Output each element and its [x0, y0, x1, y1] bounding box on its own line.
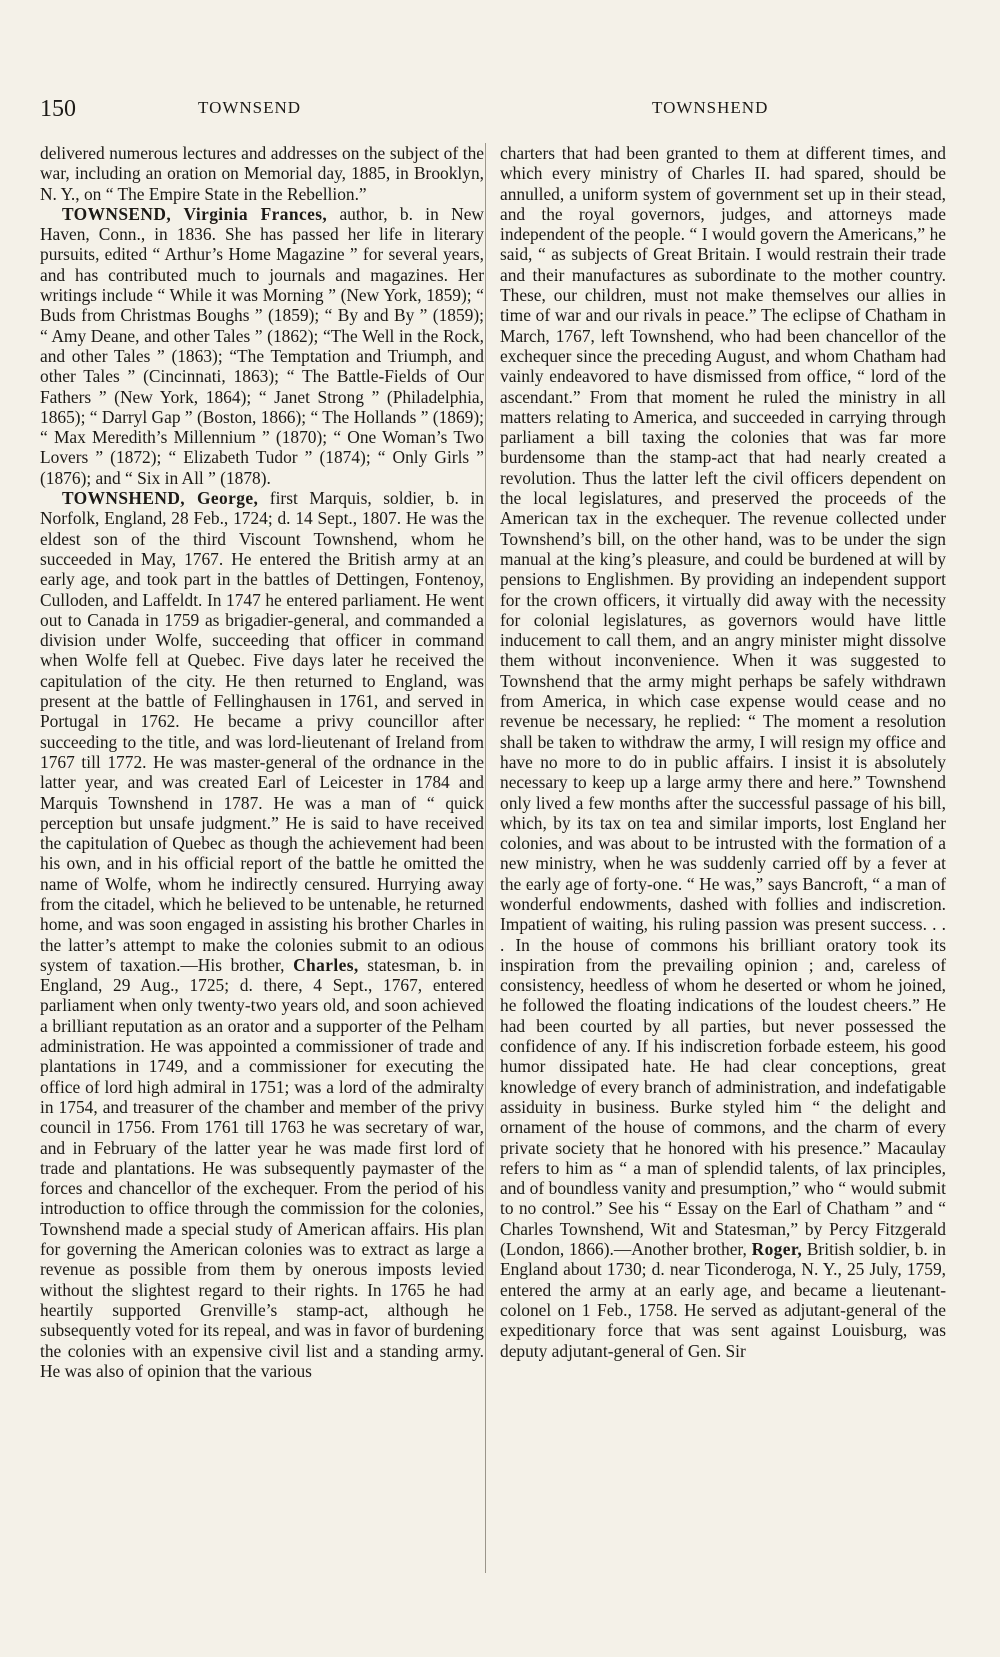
sub-entry-headword: Roger,: [751, 1239, 803, 1260]
left-column: [40, 143, 484, 1381]
running-head-right: TOWNSHEND: [652, 98, 769, 117]
entry-townsend-virginia: [40, 204, 484, 488]
entry-headword: TOWNSEND, Virginia Frances,: [62, 203, 328, 224]
entry-body: author, b. in New Haven, Conn., in 1836. She has passed her life in literary pursuits, edited “ Arthur’s Home Magazine ” for several years, and has contributed much to journals and magazines. Her writings include “ While it was Morning ” (New York, 1859); “ Buds from Christmas Boughs ” (1859); “ By and By ” (1859); “ Amy Deane, and other Tales ” (1862); “The Well in the Rock, and other Tales ” (1863); “The Temptation and Triumph, and other Tales ” (Cincinnati, 1863); “ The Battle-Fields of Our Fathers ” (New York, 1864); “ Janet Strong ” (Philadelphia, 1865); “ Darryl Gap ” (Boston, 1866); “ The Hollands ” (1869); “ Max Meredith’s Millennium ” (1870); “ One Woman’s Two Lovers ” (1872); “ Elizabeth Tudor ” (1874); “ Only Girls ” (1876); and “ Six in All ” (1878).: [40, 203, 485, 488]
entry-body: first Marquis, soldier, b. in Norfolk, England, 28 Feb., 1724; d. 14 Sept., 1807. He was the eldest son of the third Viscount Townshend, whom he succeeded in May, 1767. He entered the British army at an early age, and took part in the battles of Dettingen, Fontenoy, Culloden, and Laffeldt. In 1747 he entered parliament. He went out to Canada in 1759 as brigadier-general, and commanded a division under Wolfe, succeeding that officer in command when Wolfe fell at Quebec. Five days later he received the capitulation of the city. He then returned to England, was present at the battle of Fellinghausen in 1761, and served in Portugal in 1762. He became a privy councillor after succeeding to the title, and was lord-lieutenant of Ireland from 1767 till 1772. He was master-general of the ordnance in the latter year, and was created Earl of Leicester in 1784 and Marquis Townshend in 1787. He was a man of “ quick perception but unsafe judgment.” He is said to have received the capitulation of Quebec as though the achievement had been his own, and in his official report of the battle he omitted the name of Wolfe, whom he indirectly censured. Hurrying away from the citadel, which he believed to be untenable, he returned home, and was soon engaged in assisting his brother Charles in the latter’s attempt to make the colonies submit to an odious system of taxation.—His brother,: [40, 488, 484, 975]
entry-body: charters that had been granted to them at different times, and which every ministry of Charles II. had spared, should be annulled, a uniform system of government set up in their stead, and the royal governors, judges, and attorneys made independent of the people. “ I would govern the Americans,” he said, “ as subjects of Great Britain. I would restrain their trade and their manufactures as subordinate to the mother country. These, our children, must not make themselves our allies in time of war and our rivals in peace.” The eclipse of Chatham in March, 1767, left Townshend, who had been chancellor of the exchequer since the preceding August, and whom Chatham had vainly endeavored to have dismissed from office, “ lord of the ascendant.” From that moment he ruled the ministry in all matters relating to America, and succeeded in carrying through parliament a bill taxing the colonies that was far more burdensome than the stamp-act that had nearly created a revolution. Thus the latter left the civil officers dependent on the local legislatures, and preserved the proceeds of the American tax in the exchequer. The revenue collected under Townshend’s bill, on the other hand, was to be under the sign manual at the king’s pleasure, and could be burdened at will by pensions to Englishmen. By providing an independent support for the crown officers, it virtually did away with the necessity for colonial legislatures, as governors would have little inducement to call them, and an angry minister might dissolve them without inconvenience. When it was suggested to Townshend that the army might perhaps be safely withdrawn from America, in which case expense would cease and no revenue be necessary, he replied: “ The moment a resolution shall be taken to withdraw the army, I will resign my office and have no more to do in public affairs. I insist it is absolutely necessary to keep up a large army there and here.” Townshend only lived a few months after the successful passage of his bill, which, by its tax on tea and similar imports, lost England her colonies, and was about to be intrusted with the formation of a new ministry, when he was suddenly carried off by a fever at the early age of forty-one. “ He was,” says Bancroft, “ a man of wonderful endowments, dashed with follies and indiscretion. Impatient of waiting, his ruling passion was present success. . . . In the house of commons his brilliant oratory took its inspiration from the prevailing opinion ; and, careless of consistency, heedless of whom he deserted or whom he joined, he followed the floating indications of the loudest cheers.” He had been courted by all parties, but never possessed the confidence of any. If his indiscretion forbade esteem, his good humor dissipated hate. He had clear conceptions, great knowledge of every branch of administration, and indefatigable assiduity in business. Burke styled him “ the delight and ornament of the house of commons, and the charm of every private society that he honored with his presence.” Macaulay refers to him as “ a man of splendid talents, of lax principles, and of boundless vanity and presumption,” who “ would submit to no control.” See his “ Essay on the Earl of Chatham ” and “ Charles Townshend, Wit and Statesman,” by Percy Fitzgerald (London, 1866).—Another brother,: [500, 143, 946, 1260]
entry-body: British soldier, b. in England about 1730; d. near Ticonderoga, N. Y., 25 July, 1759, entered the army at an early age, and became a lieutenant-colonel on 1 Feb., 1758. He served as adjutant-general of the expeditionary force that was sent against Louisburg, was deputy adjutant-general of Gen. Sir: [500, 1239, 946, 1361]
page-header: [0, 96, 1000, 126]
entry-townshend-george: [40, 488, 484, 1381]
entry-continuation: [500, 143, 946, 1361]
running-head-left: TOWNSEND: [198, 98, 302, 117]
right-column: [500, 143, 946, 1361]
sub-entry-headword: Charles,: [293, 954, 359, 975]
entry-continuation: delivered numerous lectures and addresses on the subject of the war, including an oration on Memorial day, 1885, in Brooklyn, N. Y., on “ The Empire State in the Rebellion.”: [40, 143, 484, 204]
page-number: 150: [40, 96, 76, 122]
entry-body: statesman, b. in England, 29 Aug., 1725; d. there, 4 Sept., 1767, entered parliament when only twenty-two years old, and soon achieved a brilliant reputation as an orator and a supporter of the Pelham administration. He was appointed a commissioner of trade and plantations in 1749, and a commissioner for executing the office of lord high admiral in 1751; was a lord of the admiralty in 1754, and treasurer of the chamber and member of the privy council in 1756. From 1761 till 1763 he was secretary of war, and in February of the latter year he was made first lord of trade and plantations. He was subsequently paymaster of the forces and chancellor of the exchequer. From the period of his introduction to office through the commission for the colonies, Townshend made a special study of American affairs. His plan for governing the American colonies was to extract as large a revenue as possible from them by onerous imposts levied without the slightest regard to their rights. In 1765 he had heartily supported Grenville’s stamp-act, although he subsequently voted for its repeal, and was in favor of burdening the colonies with an expensive civil list and a standing army. He was also of opinion that the various: [40, 954, 484, 1381]
entry-headword: TOWNSHEND, George,: [62, 488, 259, 509]
column-divider: [485, 143, 486, 1573]
